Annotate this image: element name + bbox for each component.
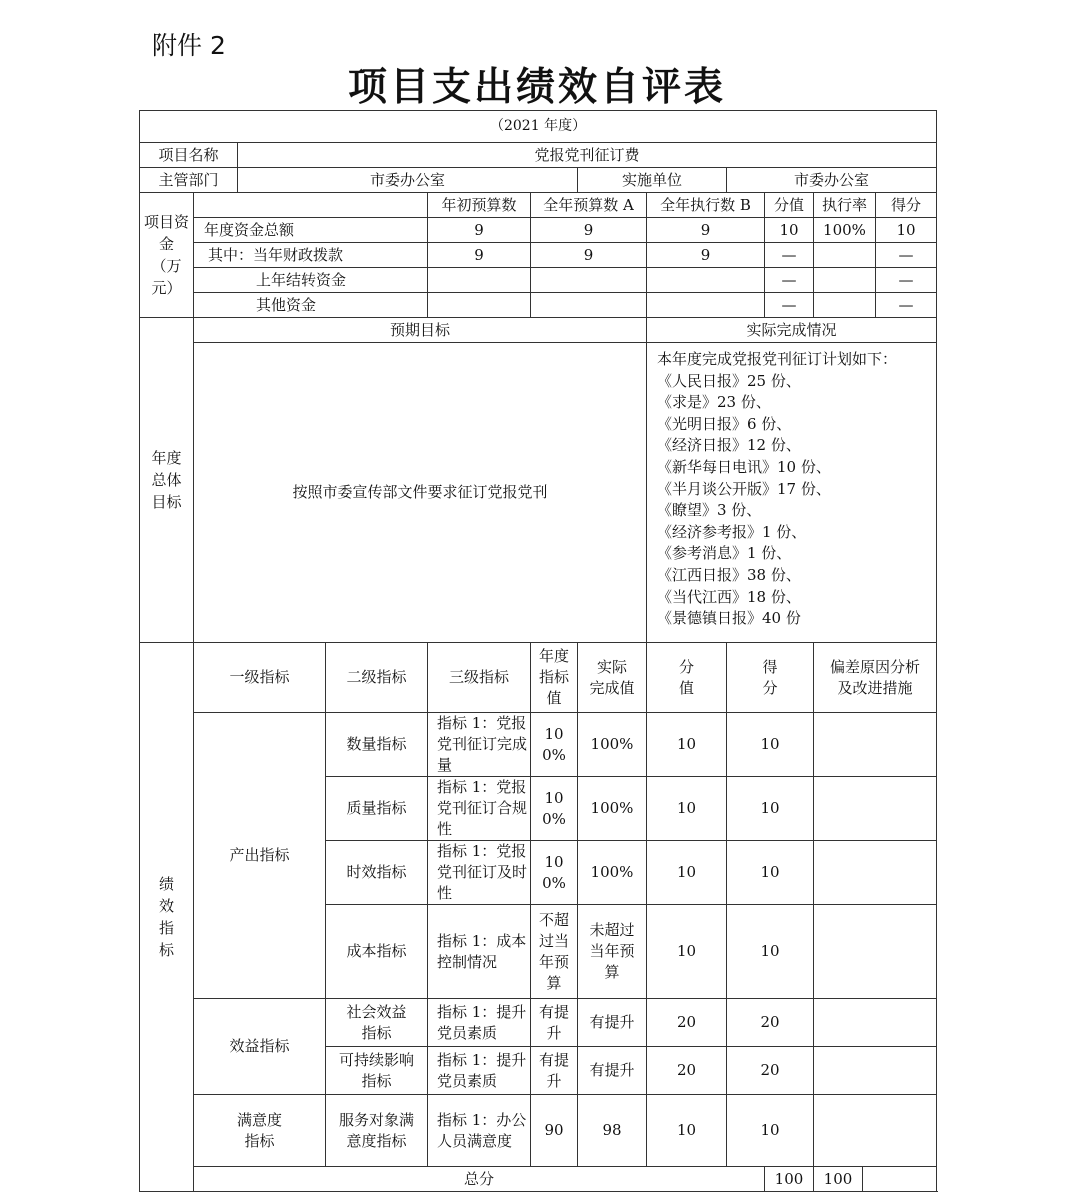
score-cell: 10 (727, 905, 814, 999)
department-label: 主管部门 (140, 168, 238, 193)
achievement-line: 《当代江西》18 份、 (657, 587, 801, 606)
funds-row-executed (647, 293, 765, 318)
expected-goal-header: 预期目标 (194, 318, 647, 343)
funds-row (140, 293, 937, 318)
score-value-cell: 10 (647, 777, 727, 841)
target-cell: 不超 过当 年预 算 (531, 905, 578, 999)
funds-row-rate (814, 293, 876, 318)
achievement-line: 《人民日报》25 份、 (657, 371, 801, 390)
header-analysis: 偏差原因分析 及改进措施 (814, 643, 937, 713)
funds-header-initial: 年初预算数 (428, 193, 531, 218)
actual-cell: 100% (578, 713, 647, 777)
department-value: 市委办公室 (238, 168, 578, 193)
actual-cell: 有提升 (578, 1047, 647, 1095)
project-name-row (140, 143, 937, 168)
funds-header-rate: 执行率 (814, 193, 876, 218)
score-value-cell: 20 (647, 1047, 727, 1095)
funds-header-executed: 全年执行数 B (647, 193, 765, 218)
header-score: 得 分 (727, 643, 814, 713)
score-cell: 10 (727, 841, 814, 905)
performance-table (139, 110, 937, 1192)
total-blank (863, 1167, 937, 1192)
header-level1: 一级指标 (194, 643, 326, 713)
level3-cell: 指标 1：提升党员素质 (428, 999, 531, 1047)
funds-row-score: 10 (876, 218, 937, 243)
document-title: 项目支出绩效自评表 (347, 64, 726, 110)
actual-cell: 有提升 (578, 999, 647, 1047)
funds-row-initial (428, 293, 531, 318)
funds-row-annual: 9 (531, 218, 647, 243)
analysis-cell (814, 999, 937, 1047)
actual-completion-text (647, 343, 937, 643)
level3-cell: 指标 1：党报党刊征订合规性 (428, 777, 531, 841)
year-row (140, 111, 937, 143)
funds-row-annual (531, 268, 647, 293)
target-cell: 100% (531, 713, 578, 777)
level3-cell: 指标 1：成本控制情况 (428, 905, 531, 999)
score-value-cell: 20 (647, 999, 727, 1047)
implementer-value: 市委办公室 (727, 168, 937, 193)
funds-row-name: 其中：当年财政拨款 (194, 243, 428, 268)
implementer-label: 实施单位 (578, 168, 727, 193)
target-cell: 90 (531, 1095, 578, 1167)
level2-cell: 可持续影响 指标 (326, 1047, 428, 1095)
level1-output: 产出指标 (194, 713, 326, 999)
total-score-value: 100 (765, 1167, 814, 1192)
level2-cell: 数量指标 (326, 713, 428, 777)
funds-row (140, 243, 937, 268)
level1-satisfaction: 满意度 指标 (194, 1095, 326, 1167)
achievement-line: 《参考消息》1 份、 (657, 544, 792, 563)
header-level3: 三级指标 (428, 643, 531, 713)
funds-row-annual (531, 293, 647, 318)
funds-row-executed (647, 268, 765, 293)
target-cell: 有提 升 (531, 999, 578, 1047)
target-cell: 有提 升 (531, 1047, 578, 1095)
funds-row-score: — (876, 243, 937, 268)
attachment-label: 附件 2 (152, 31, 226, 60)
funds-row-initial (428, 268, 531, 293)
funds-row-executed: 9 (647, 243, 765, 268)
achievement-line: 《光明日报》6 份、 (657, 414, 792, 433)
expected-goal-text: 按照市委宣传部文件要求征订党报党刊 (194, 343, 647, 643)
level2-cell: 时效指标 (326, 841, 428, 905)
level2-cell: 服务对象满 意度指标 (326, 1095, 428, 1167)
analysis-cell (814, 841, 937, 905)
funds-row-name: 其他资金 (194, 293, 428, 318)
level2-cell: 社会效益 指标 (326, 999, 428, 1047)
achievement-line: 《经济日报》12 份、 (657, 436, 801, 455)
goals-content-row (140, 343, 937, 643)
actual-cell: 98 (578, 1095, 647, 1167)
indicator-row (140, 1095, 937, 1167)
funds-row (140, 268, 937, 293)
score-value-cell: 10 (647, 713, 727, 777)
target-cell: 100% (531, 777, 578, 841)
target-cell: 100% (531, 841, 578, 905)
project-name-value: 党报党刊征订费 (238, 143, 937, 168)
achievement-line: 本年度完成党报党刊征订计划如下： (657, 350, 898, 368)
funds-row-annual: 9 (531, 243, 647, 268)
header-score-value: 分 值 (647, 643, 727, 713)
score-value-cell: 10 (647, 841, 727, 905)
header-target: 年度 指标 值 (531, 643, 578, 713)
actual-cell: 未超过 当年预 算 (578, 905, 647, 999)
total-label: 总分 (194, 1167, 765, 1192)
funds-row-name: 年度资金总额 (194, 218, 428, 243)
score-cell: 10 (727, 1095, 814, 1167)
analysis-cell (814, 713, 937, 777)
funds-label: 项目资金 （万元） (140, 193, 194, 318)
goals-label: 年度 总体 目标 (140, 318, 194, 643)
funds-row-rate (814, 268, 876, 293)
funds-header-blank (194, 193, 428, 218)
funds-row-rate: 100% (814, 218, 876, 243)
funds-row-score: — (876, 268, 937, 293)
funds-header-score-value: 分值 (765, 193, 814, 218)
score-cell: 20 (727, 999, 814, 1047)
achievement-line: 《景德镇日报》40 份 (657, 609, 801, 628)
funds-header-annual: 全年预算数 A (531, 193, 647, 218)
score-cell: 10 (727, 777, 814, 841)
achievement-line: 《经济参考报》1 份、 (657, 522, 807, 541)
level3-cell: 指标 1：党报党刊征订及时性 (428, 841, 531, 905)
year-cell: （2021 年度） (140, 111, 937, 143)
funds-row-rate (814, 243, 876, 268)
actual-cell: 100% (578, 841, 647, 905)
project-name-label: 项目名称 (140, 143, 238, 168)
achievement-line: 《新华每日电讯》10 份、 (657, 457, 831, 476)
department-row (140, 168, 937, 193)
level1-benefit: 效益指标 (194, 999, 326, 1095)
total-score: 100 (814, 1167, 863, 1192)
analysis-cell (814, 905, 937, 999)
indicator-header-row (140, 643, 937, 713)
funds-header-score: 得分 (876, 193, 937, 218)
goals-header-row (140, 318, 937, 343)
funds-row-score-value: — (765, 243, 814, 268)
analysis-cell (814, 1047, 937, 1095)
score-value-cell: 10 (647, 905, 727, 999)
indicator-row (140, 999, 937, 1047)
funds-row-score-value: — (765, 268, 814, 293)
achievement-line: 《江西日报》38 份、 (657, 565, 801, 584)
header-actual: 实际 完成值 (578, 643, 647, 713)
total-row (140, 1167, 937, 1192)
funds-row-name: 上年结转资金 (194, 268, 428, 293)
score-value-cell: 10 (647, 1095, 727, 1167)
level2-cell: 成本指标 (326, 905, 428, 999)
achievement-line: 《瞭望》3 份、 (657, 501, 762, 520)
analysis-cell (814, 777, 937, 841)
funds-row-score: — (876, 293, 937, 318)
level3-cell: 指标 1：办公人员满意度 (428, 1095, 531, 1167)
level3-cell: 指标 1：党报党刊征订完成量 (428, 713, 531, 777)
score-cell: 20 (727, 1047, 814, 1095)
actual-cell: 100% (578, 777, 647, 841)
indicators-label: 绩 效 指 标 (140, 643, 194, 1192)
funds-row-executed: 9 (647, 218, 765, 243)
achievement-line: 《求是》23 份、 (657, 393, 771, 412)
achievement-line: 《半月谈公开版》17 份、 (657, 479, 831, 498)
funds-header-row (140, 193, 937, 218)
header-level2: 二级指标 (326, 643, 428, 713)
funds-row (140, 218, 937, 243)
funds-row-score-value: — (765, 293, 814, 318)
level3-cell: 指标 1：提升党员素质 (428, 1047, 531, 1095)
funds-row-score-value: 10 (765, 218, 814, 243)
score-cell: 10 (727, 713, 814, 777)
indicator-row (140, 713, 937, 777)
level2-cell: 质量指标 (326, 777, 428, 841)
funds-row-initial: 9 (428, 243, 531, 268)
analysis-cell (814, 1095, 937, 1167)
actual-completion-header: 实际完成情况 (647, 318, 937, 343)
funds-row-initial: 9 (428, 218, 531, 243)
